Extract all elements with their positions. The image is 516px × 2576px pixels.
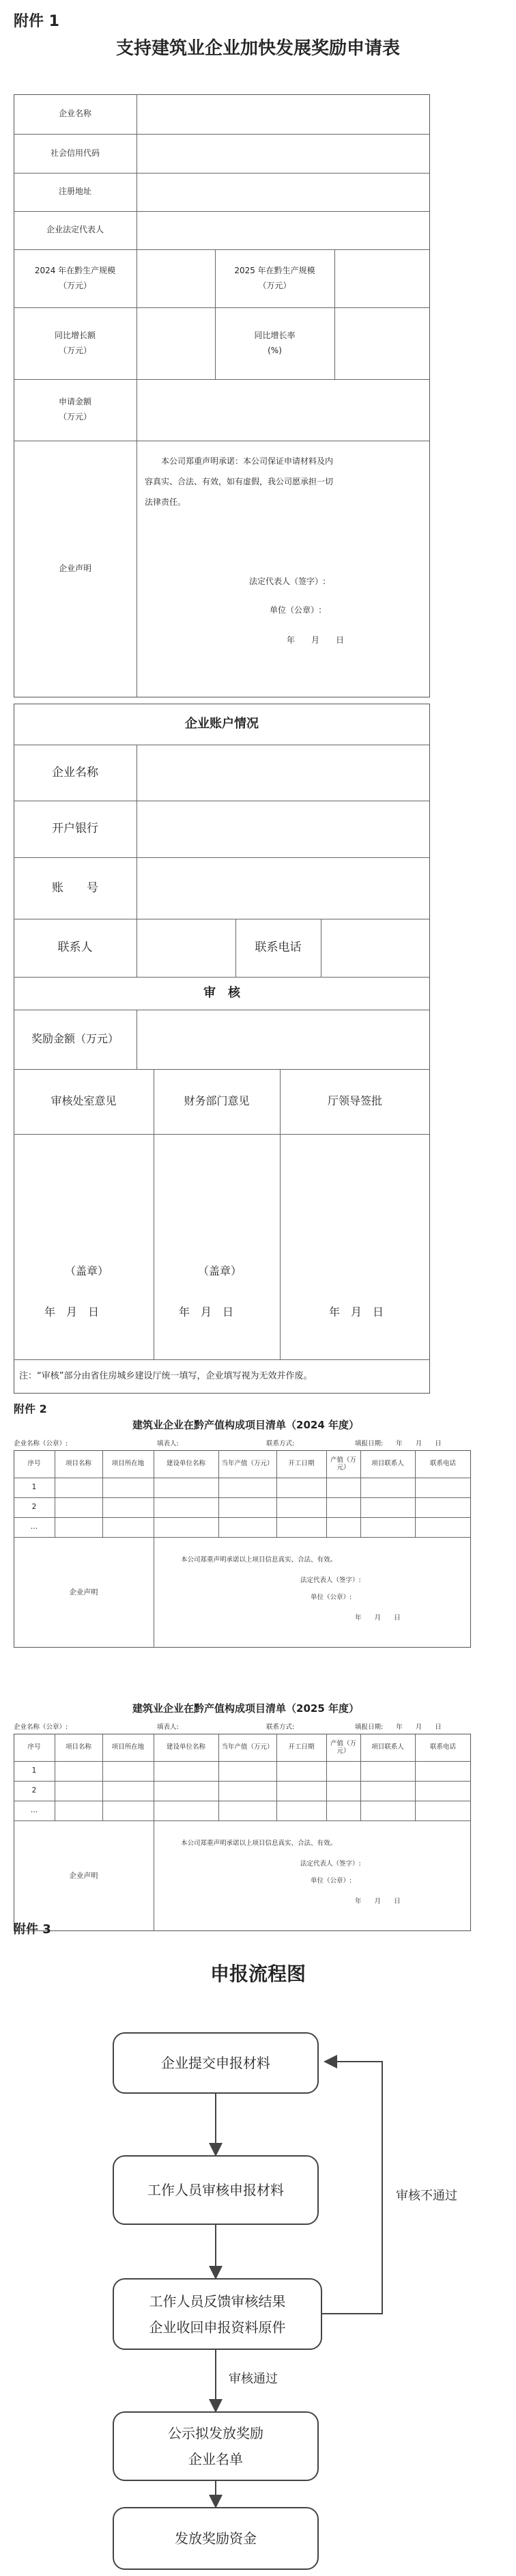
- input-growth-amount[interactable]: [137, 308, 214, 378]
- table-cell[interactable]: [103, 1801, 153, 1820]
- review-date-1: 年 月 日: [44, 1305, 100, 1318]
- table-cell[interactable]: [327, 1478, 360, 1497]
- table-cell[interactable]: [327, 1782, 360, 1800]
- table-cell[interactable]: [277, 1762, 326, 1780]
- flow-title: 申报流程图: [210, 1963, 306, 1985]
- input-legal-rep[interactable]: [137, 212, 429, 249]
- input-bank[interactable]: [137, 801, 429, 857]
- label-growth-amount: 同比增长额 （万元）: [54, 330, 96, 355]
- list-info-filler: 填表人:: [157, 1440, 179, 1448]
- flow-label-pass: 审核通过: [229, 2372, 278, 2386]
- declaration-seal: 单位（公章）:: [270, 605, 322, 615]
- label-legal-rep: 企业法定代表人: [46, 225, 104, 235]
- column-header: 当年产值（万元）: [221, 1743, 274, 1751]
- review-seal-2: （盖章）: [198, 1264, 242, 1277]
- table-cell[interactable]: [219, 1518, 276, 1536]
- label-contact: 联系人: [57, 941, 93, 955]
- table-cell[interactable]: [416, 1518, 470, 1536]
- label-credit-code: 社会信用代码: [50, 148, 100, 158]
- table-cell[interactable]: [361, 1478, 414, 1497]
- label-company-name: 企业名称: [58, 109, 91, 119]
- table-cell[interactable]: [277, 1518, 326, 1536]
- table-cell[interactable]: [103, 1782, 153, 1800]
- arrow-fail-loop: [322, 2062, 382, 2314]
- column-header: 当年产值（万元）: [221, 1460, 274, 1468]
- table-cell[interactable]: [361, 1762, 414, 1780]
- list-info-company: 企业名称（公章）:: [14, 1440, 68, 1448]
- declaration-signature: 法定代表人（签字）:: [300, 1860, 361, 1868]
- table-cell[interactable]: [219, 1478, 276, 1497]
- declaration-date: 年 月 日: [355, 1614, 401, 1622]
- label-registered-address: 注册地址: [58, 186, 91, 197]
- row-index: 1: [31, 1483, 37, 1492]
- declaration-signature: 法定代表人（签字）:: [249, 577, 326, 586]
- label-declaration: 企业声明: [58, 564, 91, 574]
- table-cell[interactable]: [219, 1498, 276, 1516]
- column-header: 项目所在地: [111, 1460, 145, 1468]
- review-date-3: 年 月 日: [329, 1305, 384, 1318]
- input-review-dept[interactable]: [14, 1135, 153, 1359]
- declaration-date: 年 月 日: [287, 635, 345, 645]
- flow-step-disburse: 发放奖励资金: [113, 2507, 319, 2570]
- table-cell[interactable]: [361, 1498, 414, 1516]
- list-info-date: 填报日期: 年 月 日: [355, 1723, 442, 1731]
- list-info-contact: 联系方式:: [266, 1723, 295, 1731]
- flow-step-publicize: 公示拟发放奖励 企业名单: [113, 2411, 319, 2481]
- input-registered-address[interactable]: [137, 174, 429, 210]
- table-cell[interactable]: [361, 1801, 414, 1820]
- row-index: …: [30, 1523, 38, 1532]
- label-bank: 开户银行: [52, 822, 98, 836]
- input-leader-sign[interactable]: [281, 1135, 429, 1359]
- attachment-2-label: 附件 2: [14, 1402, 47, 1415]
- table-cell[interactable]: [416, 1498, 470, 1516]
- table-cell[interactable]: [55, 1762, 102, 1780]
- review-seal-1: （盖章）: [65, 1264, 109, 1277]
- table-cell[interactable]: [277, 1801, 326, 1820]
- declaration-date: 年 月 日: [355, 1898, 401, 1905]
- table-cell[interactable]: [103, 1518, 153, 1536]
- input-scale-2025[interactable]: [335, 250, 429, 307]
- list-info-date: 填报日期: 年 月 日: [355, 1440, 442, 1448]
- flow-step-submit: 企业提交申报材料: [113, 2032, 319, 2094]
- table-cell[interactable]: [154, 1518, 218, 1536]
- input-finance-dept[interactable]: [154, 1135, 279, 1359]
- column-header: 序号: [27, 1460, 41, 1468]
- table-cell[interactable]: [55, 1518, 102, 1536]
- declaration-seal: 单位（公章）:: [311, 1594, 352, 1601]
- input-growth-rate[interactable]: [335, 308, 429, 378]
- input-scale-2024[interactable]: [137, 250, 214, 307]
- attachment-3-label: 附件 3: [14, 1922, 51, 1937]
- declaration-text: 本公司郑重声明承诺以上项目信息真实、合法、有效。: [181, 1840, 337, 1847]
- row-index: 2: [31, 1786, 37, 1795]
- column-header: 建设单位名称: [166, 1743, 205, 1751]
- input-apply-amount[interactable]: [137, 380, 429, 440]
- table-cell[interactable]: [327, 1762, 360, 1780]
- declaration-seal: 单位（公章）:: [311, 1877, 352, 1885]
- declaration-label: 企业声明: [69, 1588, 98, 1596]
- label-growth-rate: 同比增长率 (%): [254, 330, 296, 355]
- column-header: 产值（万元）: [330, 1739, 356, 1755]
- label-contact-phone: 联系电话: [255, 941, 302, 955]
- declaration-signature: 法定代表人（签字）:: [300, 1577, 361, 1584]
- table-cell[interactable]: [327, 1498, 360, 1516]
- review-note: 注：“审核”部分由省住房城乡建设厅统一填写，企业填写视为无效并作废。: [19, 1371, 313, 1382]
- column-header: 项目名称: [65, 1460, 91, 1468]
- input-award-amount[interactable]: [137, 1010, 429, 1068]
- review-section-title: 审 核: [203, 985, 240, 1000]
- input-account-number[interactable]: [137, 858, 429, 918]
- table-cell[interactable]: [55, 1801, 102, 1820]
- input-company-name[interactable]: [137, 95, 429, 133]
- column-header: 项目联系人: [371, 1743, 404, 1751]
- table-cell[interactable]: [154, 1498, 218, 1516]
- table-cell[interactable]: [55, 1478, 102, 1497]
- table-cell[interactable]: [219, 1782, 276, 1800]
- column-header: 联系电话: [429, 1743, 456, 1751]
- label-award-amount: 奖励金额（万元）: [31, 1032, 119, 1046]
- column-header: 序号: [27, 1743, 41, 1751]
- input-account-company[interactable]: [137, 745, 429, 800]
- table-cell[interactable]: [416, 1782, 470, 1800]
- declaration-text: 本公司郑重声明承诺以上项目信息真实、合法、有效。: [181, 1556, 337, 1564]
- table-cell[interactable]: [361, 1782, 414, 1800]
- table-cell[interactable]: [219, 1801, 276, 1820]
- declaration-text: 本公司郑重声明承诺：本公司保证申请材料及内 容真实、合法、有效，如有虚假，我公司愿承担一切 法律责任。: [145, 456, 334, 507]
- review-date-2: 年 月 日: [179, 1305, 234, 1318]
- label-scale-2024: 2024 年在黔生产规模 （万元）: [34, 265, 116, 290]
- table-cell[interactable]: [154, 1782, 218, 1800]
- label-review-dept: 审核处室意见: [51, 1094, 117, 1108]
- table-cell[interactable]: [154, 1801, 218, 1820]
- list-info-filler: 填表人:: [157, 1723, 179, 1731]
- list-title: 建筑业企业在黔产值构成项目清单（2024 年度）: [132, 1419, 359, 1431]
- table-cell[interactable]: [154, 1762, 218, 1780]
- flow-step-feedback: 工作人员反馈审核结果 企业收回申报资料原件: [113, 2278, 322, 2350]
- column-header: 产值（万元）: [330, 1456, 356, 1471]
- column-header: 开工日期: [288, 1743, 315, 1751]
- flow-label-fail: 审核不通过: [396, 2189, 457, 2203]
- table-cell[interactable]: [154, 1478, 218, 1497]
- flow-step-review: 工作人员审核申报材料: [113, 2155, 319, 2225]
- column-header: 项目名称: [65, 1743, 91, 1751]
- label-apply-amount: 申请金额 （万元）: [58, 397, 91, 421]
- table-cell[interactable]: [416, 1801, 470, 1820]
- table-cell[interactable]: [277, 1782, 326, 1800]
- table-cell[interactable]: [277, 1478, 326, 1497]
- column-header: 联系电话: [429, 1460, 456, 1468]
- label-scale-2025: 2025 年在黔生产规模 （万元）: [234, 265, 315, 290]
- declaration-label: 企业声明: [69, 1871, 98, 1880]
- account-section-title: 企业账户情况: [185, 716, 259, 731]
- list-info-contact: 联系方式:: [266, 1440, 295, 1448]
- input-credit-code[interactable]: [137, 135, 429, 172]
- table-cell[interactable]: [103, 1478, 153, 1497]
- table-cell[interactable]: [103, 1762, 153, 1780]
- table-cell[interactable]: [327, 1801, 360, 1820]
- column-header: 项目所在地: [111, 1743, 145, 1751]
- table-cell[interactable]: [55, 1782, 102, 1800]
- table-cell[interactable]: [219, 1762, 276, 1780]
- label-account-company: 企业名称: [52, 765, 98, 779]
- row-index: 1: [31, 1767, 37, 1775]
- label-account-number: 账 号: [52, 881, 98, 895]
- table-cell[interactable]: [277, 1498, 326, 1516]
- input-contact-phone[interactable]: [321, 919, 429, 976]
- column-header: 建设单位名称: [166, 1460, 205, 1468]
- list-title: 建筑业企业在黔产值构成项目清单（2025 年度）: [132, 1702, 359, 1715]
- table-cell[interactable]: [416, 1478, 470, 1497]
- attachment-1-label: 附件 1: [14, 13, 59, 30]
- label-leader-sign: 厅领导签批: [327, 1094, 382, 1108]
- table-cell[interactable]: [361, 1518, 414, 1536]
- column-header: 项目联系人: [371, 1460, 404, 1468]
- list-info-company: 企业名称（公章）:: [14, 1723, 68, 1731]
- table-cell[interactable]: [416, 1762, 470, 1780]
- label-finance-dept: 财务部门意见: [184, 1094, 250, 1108]
- form-title: 支持建筑业企业加快发展奖励申请表: [115, 38, 400, 59]
- table-cell[interactable]: [327, 1518, 360, 1536]
- row-index: 2: [31, 1503, 37, 1512]
- table-cell[interactable]: [103, 1498, 153, 1516]
- row-index: …: [30, 1806, 38, 1815]
- column-header: 开工日期: [288, 1460, 315, 1468]
- table-cell[interactable]: [55, 1498, 102, 1516]
- input-contact[interactable]: [137, 919, 235, 976]
